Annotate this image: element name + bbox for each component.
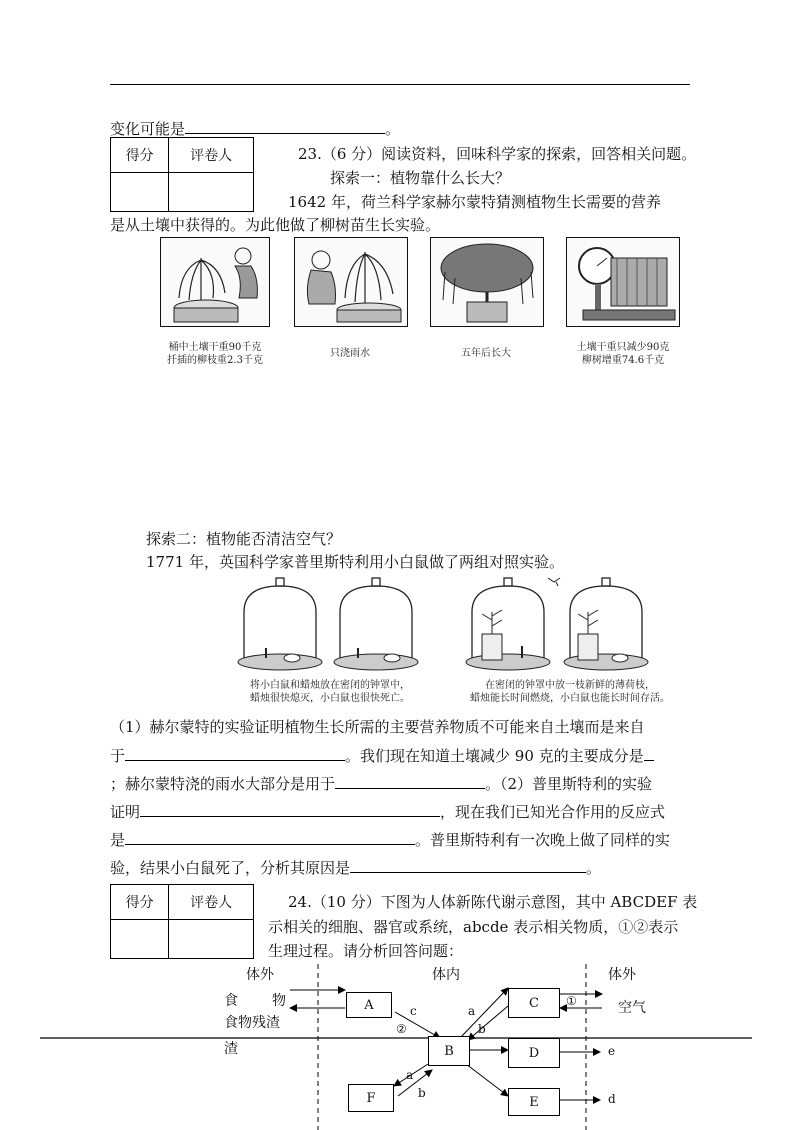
willow-picture-3: [430, 237, 544, 327]
air-label: 空气: [618, 1000, 646, 1016]
q24-line-2: 示相关的细胞、器官或系统，abcde 表示相关物质，①②表示: [268, 918, 679, 936]
box-f: F: [348, 1084, 394, 1112]
residue-tail-label: 渣: [224, 1041, 238, 1057]
q22-tail-line: 变化可能是 。: [110, 120, 401, 138]
top-rule: [110, 84, 690, 85]
box-a: A: [346, 992, 392, 1018]
grader-cell[interactable]: [169, 173, 254, 212]
q23-question-line-5: 是 。普里斯特利有一次晚上做了同样的实: [110, 831, 671, 849]
picture-1-caption: 桶中土壤干重90千克 扦插的柳枝重2.3千克: [167, 342, 263, 366]
explore2-title: 探索二：植物能否清洁空气？: [146, 530, 342, 548]
answer-blank[interactable]: [335, 774, 485, 789]
label-a-lower: a: [406, 1068, 414, 1082]
grader-label: 评卷人: [169, 138, 254, 173]
label-process-1: ①: [566, 994, 577, 1008]
explore1-para-2: 是从土壤中获得的。为此他做了柳树苗生长实验。: [110, 216, 441, 234]
box-c: C: [508, 988, 560, 1018]
box-d: D: [508, 1038, 560, 1068]
food-label-2: 物: [272, 993, 286, 1009]
explore1-title: 探索一：植物靠什么长大？: [330, 169, 511, 187]
q23-question-line-4: 证明 ，现在我们已知光合作用的反应式: [110, 803, 666, 821]
q23-header: 23.（6 分）阅读资料，回味科学家的探索，回答相关问题。: [298, 145, 697, 163]
explore2-para: 1771 年，英国科学家普里斯特利用小白鼠做了两组对照实验。: [146, 553, 564, 571]
score-label: 得分: [111, 138, 169, 173]
score-cell[interactable]: [111, 173, 169, 212]
label-a-upper: a: [468, 1004, 476, 1018]
answer-blank[interactable]: [185, 119, 385, 134]
grader-cell[interactable]: [169, 920, 254, 959]
outside-right-label: 体外: [608, 967, 636, 983]
q22-tail-text: 变化可能是: [110, 120, 186, 138]
metabolism-diagram: [0, 960, 800, 1130]
bell-jar-figure: [236, 572, 698, 676]
answer-blank[interactable]: [644, 746, 654, 761]
grader-label: 评卷人: [169, 885, 254, 920]
bell-caption-1: 将小白鼠和蜡烛放在密闭的钟罩中， 蜡烛很快熄灭，小白鼠也很快死亡。: [250, 680, 410, 704]
answer-blank[interactable]: [350, 858, 586, 873]
inside-label: 体内: [432, 967, 460, 983]
score-table-2: [110, 884, 254, 959]
answer-blank[interactable]: [125, 746, 345, 761]
scale-picture-4: [566, 237, 680, 327]
bell-caption-2: 在密闭的钟罩中放一枝新鲜的薄荷枝， 蜡烛能长时间燃烧，小白鼠也能长时间存活。: [470, 680, 670, 704]
residue-label: 食物残渣: [224, 1015, 280, 1031]
q23-question-line-2: 于 。我们现在知道土壤减少 90 克的主要成分是: [110, 745, 654, 766]
outside-left-label: 体外: [246, 967, 274, 983]
label-d: d: [608, 1092, 616, 1106]
label-process-2: ②: [396, 1022, 407, 1036]
label-c: c: [410, 1004, 417, 1018]
explore1-para-1: 1642 年，荷兰科学家赫尔蒙特猜测植物生长需要的营养: [288, 193, 661, 211]
label-b-lower: b: [418, 1086, 426, 1100]
score-label: 得分: [111, 885, 169, 920]
picture-3-caption: 五年后长大: [461, 348, 511, 359]
q24-line-1: 24.（10 分）下图为人体新陈代谢示意图，其中 ABCDEF 表: [288, 893, 698, 911]
score-cell[interactable]: [111, 920, 169, 959]
willow-picture-1: [160, 237, 270, 327]
food-label-1: 食: [224, 993, 238, 1009]
answer-blank[interactable]: [140, 802, 440, 817]
answer-blank[interactable]: [125, 830, 415, 845]
box-b: B: [428, 1036, 470, 1066]
label-e: e: [608, 1044, 616, 1058]
picture-2-caption: 只浇雨水: [330, 348, 370, 359]
q23-question-line-1: （1）赫尔蒙特的实验证明植物生长所需的主要营养物质不可能来自土壤而是来自: [110, 718, 645, 736]
score-table: [110, 137, 254, 212]
q23-question-line-6: 验，结果小白鼠死了，分析其原因是 。: [110, 859, 602, 877]
q23-question-line-3: ；赫尔蒙特浇的雨水大部分是用于 。（2）普里斯特利的实验: [110, 775, 653, 793]
label-b-upper: b: [478, 1022, 486, 1036]
picture-4-caption: 土壤干重只减少90克 柳树增重74.6千克: [576, 342, 670, 366]
q24-line-3: 生理过程。请分析回答问题：: [268, 942, 464, 960]
box-e: E: [508, 1088, 560, 1116]
willow-picture-2: [294, 237, 408, 327]
